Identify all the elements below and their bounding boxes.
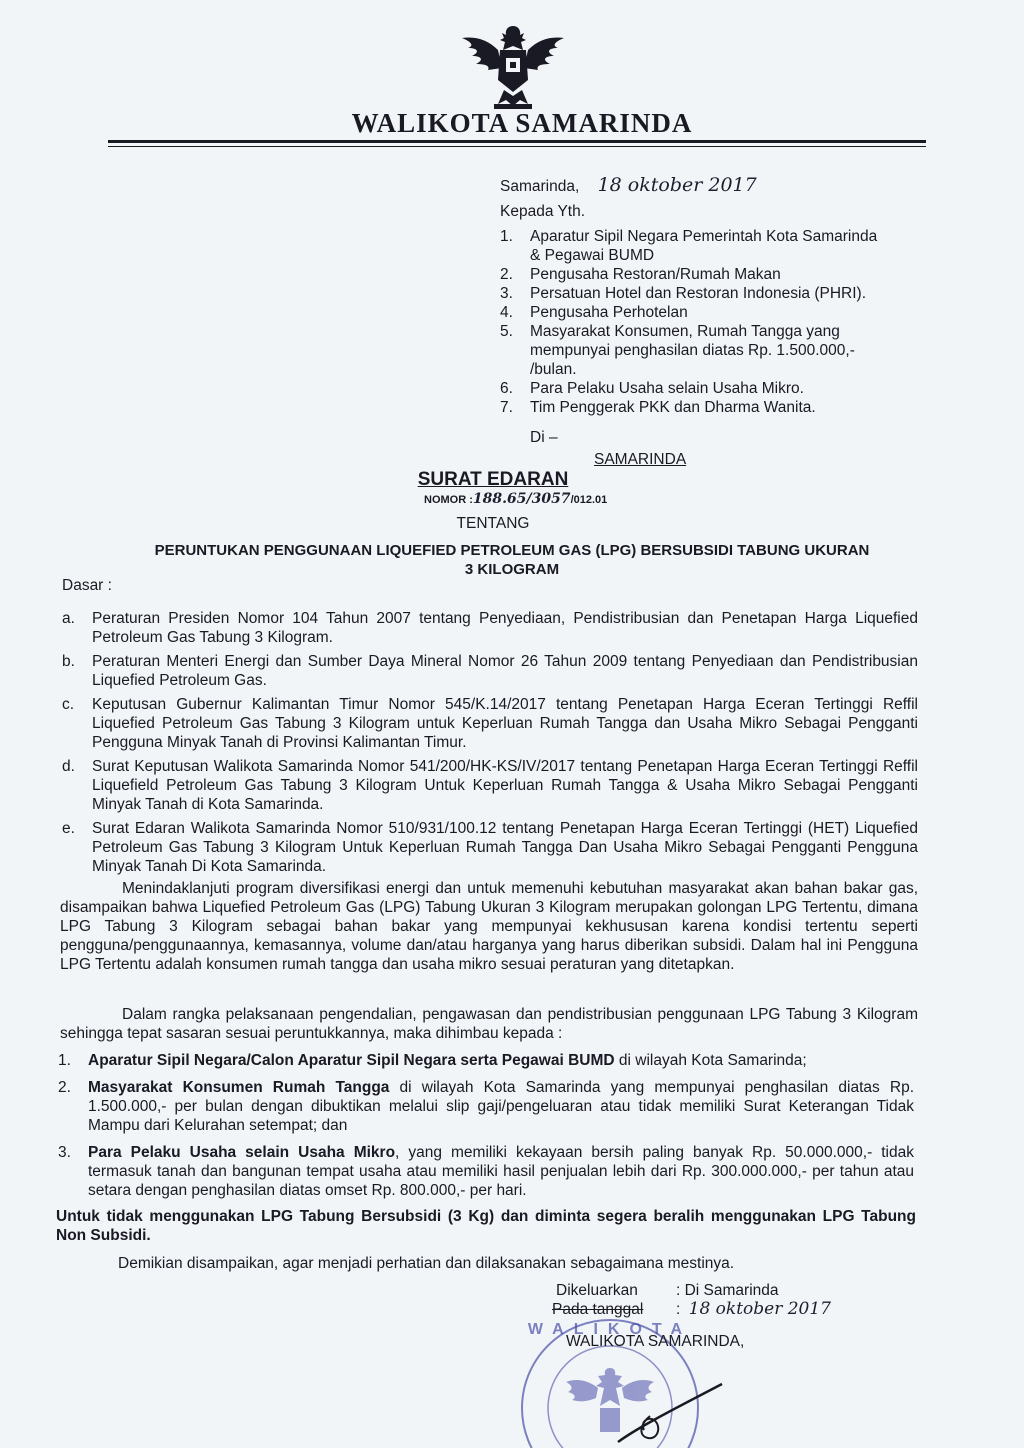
list-item: 3. Persatuan Hotel dan Restoran Indonesia (PHRI). [500, 285, 867, 302]
issued-value: : Di Samarinda [676, 1282, 779, 1299]
to-label: Kepada Yth. [500, 203, 586, 220]
recipient-list [500, 227, 940, 417]
list-item: 6. Para Pelaku Usaha selain Usaha Mikro. [500, 380, 804, 397]
list-item: e. Surat Edaran Walikota Samarinda Nomor 510/931/100.12 tentang Penetapan Harga Eceran Tertinggi (HET) Liquefied Petroleum Gas Tabung 3 Kilogram Untuk Keperluan Rumah Tangga Dan Usaha Mikro Sebagai Pengganti Pengguna Minyak Tanah Di Kota Samarinda. [62, 820, 918, 875]
list-item: a. Peraturan Presiden Nomor 104 Tahun 2007 tentang Penyediaan, Pendistribusian dan Penetapan Harga Liquefied Petroleum Gas Tabung 3 Kilogram. [62, 610, 918, 646]
letterhead-title: WALIKOTA SAMARINDA [351, 108, 693, 138]
list-item: 2. Pengusaha Restoran/Rumah Makan [500, 266, 781, 283]
tentang-label: TENTANG [456, 515, 530, 532]
issued-label: Dikeluarkan [556, 1282, 638, 1299]
list-item: mempunyai penghasilan diatas Rp. 1.500.000,- [530, 342, 855, 359]
list-item: 1. Aparatur Sipil Negara Pemerintah Kota Samarinda [500, 228, 878, 245]
place-date [500, 176, 757, 196]
list-item: b. Peraturan Menteri Energi dan Sumber Daya Mineral Nomor 26 Tahun 2009 tentang Penyediaan dan Pendistribusian Liquefied Petroleum Gas. [62, 653, 918, 689]
list-item: 7. Tim Penggerak PKK dan Dharma Wanita. [500, 399, 816, 416]
list-item: 5. Masyarakat Konsumen, Rumah Tangga yang [500, 323, 840, 340]
handwritten-number: 188.65/3057 [472, 491, 571, 507]
handwritten-date: 18 oktober 2017 [597, 174, 757, 196]
date-label: Pada tanggal [552, 1301, 644, 1318]
list-item: d. Surat Keputusan Walikota Samarinda Nomor 541/200/HK-KS/IV/2017 tentang Penetapan Harga Eceran Tertinggi Reffil Liquefield Petroleum Gas Tabung 3 Kilogram Untuk Keperluan Rumah Tangga & Usaha Mikro Sebagai Pengganti Minyak Tanah di Kota Samarinda. [62, 758, 918, 813]
paragraph-2: Dalam rangka pelaksanaan pengendalian, pengawasan dan pendistribusian penggunaan LPG Tabung 3 Kilogram sehingga tepat sasaran sesuai peruntukkannya, maka dihimbau kepada : [60, 1006, 918, 1042]
list-item: c. Keputusan Gubernur Kalimantan Timur Nomor 545/K.14/2017 tentang Penetapan Harga Eceran Tertinggi Reffil Liquefied Petroleum Gas Tabung 3 Kilogram untuk Keperluan Rumah Tangga dan Usaha Mikro Sebagai Pengganti Pengguna Minyak Tanah di Provinsi Kalimantan Timur. [62, 696, 918, 751]
list-item: 2. Masyarakat Konsumen Rumah Tangga di wilayah Kota Samarinda yang mempunyai penghasilan diatas Rp. 1.500.000,- per bulan dengan dibuktikan melalui slip gaji/pengeluaran atau tidak memiliki Surat Keterangan Tidak Mampu dari Kelurahan setempat; dan [58, 1079, 914, 1134]
garuda-emblem-icon [458, 20, 568, 110]
handwritten-sign-date: 18 oktober 2017 [688, 1299, 831, 1319]
header-rule-thick [108, 140, 926, 143]
di-label: Di – [530, 429, 558, 446]
place-label: Samarinda, [500, 178, 580, 195]
list-item: 1. Aparatur Sipil Negara/Calon Aparatur Sipil Negara serta Pegawai BUMD di wilayah Kota Samarinda; [58, 1052, 807, 1069]
closing-sentence: Demikian disampaikan, agar menjadi perhatian dan dilaksanakan sebagaimana mestinya. [118, 1255, 735, 1272]
header-rule-thin [108, 146, 926, 147]
list-item: 4. Pengusaha Perhotelan [500, 304, 688, 321]
dasar-list [62, 609, 918, 876]
list-item: 3. Para Pelaku Usaha selain Usaha Mikro, yang memiliki kekayaan bersih paling banyak Rp. 50.000.000,- tidak termasuk tanah dan bangunan tempat usaha atau memiliki hasil penjualan lebih dari Rp. 300.000.000,- per tahun atau setara dengan penghasilan diatas omset Rp. 800.000,- per hari. [58, 1144, 914, 1199]
dasar-label: Dasar : [62, 577, 112, 594]
office-title: WALIKOTA SAMARINDA, [566, 1333, 745, 1350]
date-value: : 18 oktober 2017 [676, 1299, 831, 1319]
list-item: & Pegawai BUMD [530, 247, 655, 264]
city: SAMARINDA [594, 451, 687, 468]
document-number: NOMOR :188.65/3057/012.01 [424, 491, 608, 507]
bold-notice: Untuk tidak menggunakan LPG Tabung Bersubsidi (3 Kg) dan diminta segera beralih menggunakan LPG Tabung Non Subsidi. [56, 1208, 916, 1244]
document-heading: SURAT EDARAN [417, 469, 569, 490]
list-item: /bulan. [530, 361, 577, 378]
paragraph-1: Menindaklanjuti program diversifikasi energi dan untuk memenuhi kebutuhan masyarakat akan bahan bakar gas, disampaikan bahwa Liquefied Petroleum Gas (LPG) Tabung Ukuran 3 Kilogram merupakan golongan LPG Tertentu, dimana LPG Tabung 3 Kilogram sebagai bahan bakar yang mempunyai kekhususan karena kondisi tertentu seperti pengguna/penggunaannya, kemasannya, volume dan/atau harganya yang harus diberikan subsidi. Dalam hal ini Pengguna LPG Tertentu adalah konsumen rumah tangga dan usaha mikro sesuai peraturan yang ditetapkan. [60, 880, 918, 973]
signature-icon [610, 1376, 730, 1448]
subject: PERUNTUKAN PENGGUNAAN LIQUEFIED PETROLEUM GAS (LPG) BERSUBSIDI TABUNG UKURAN 3 KILOGRAM [154, 542, 870, 578]
appeal-list [58, 1051, 914, 1200]
stamp-text: WALIKOTA [527, 1321, 693, 1338]
